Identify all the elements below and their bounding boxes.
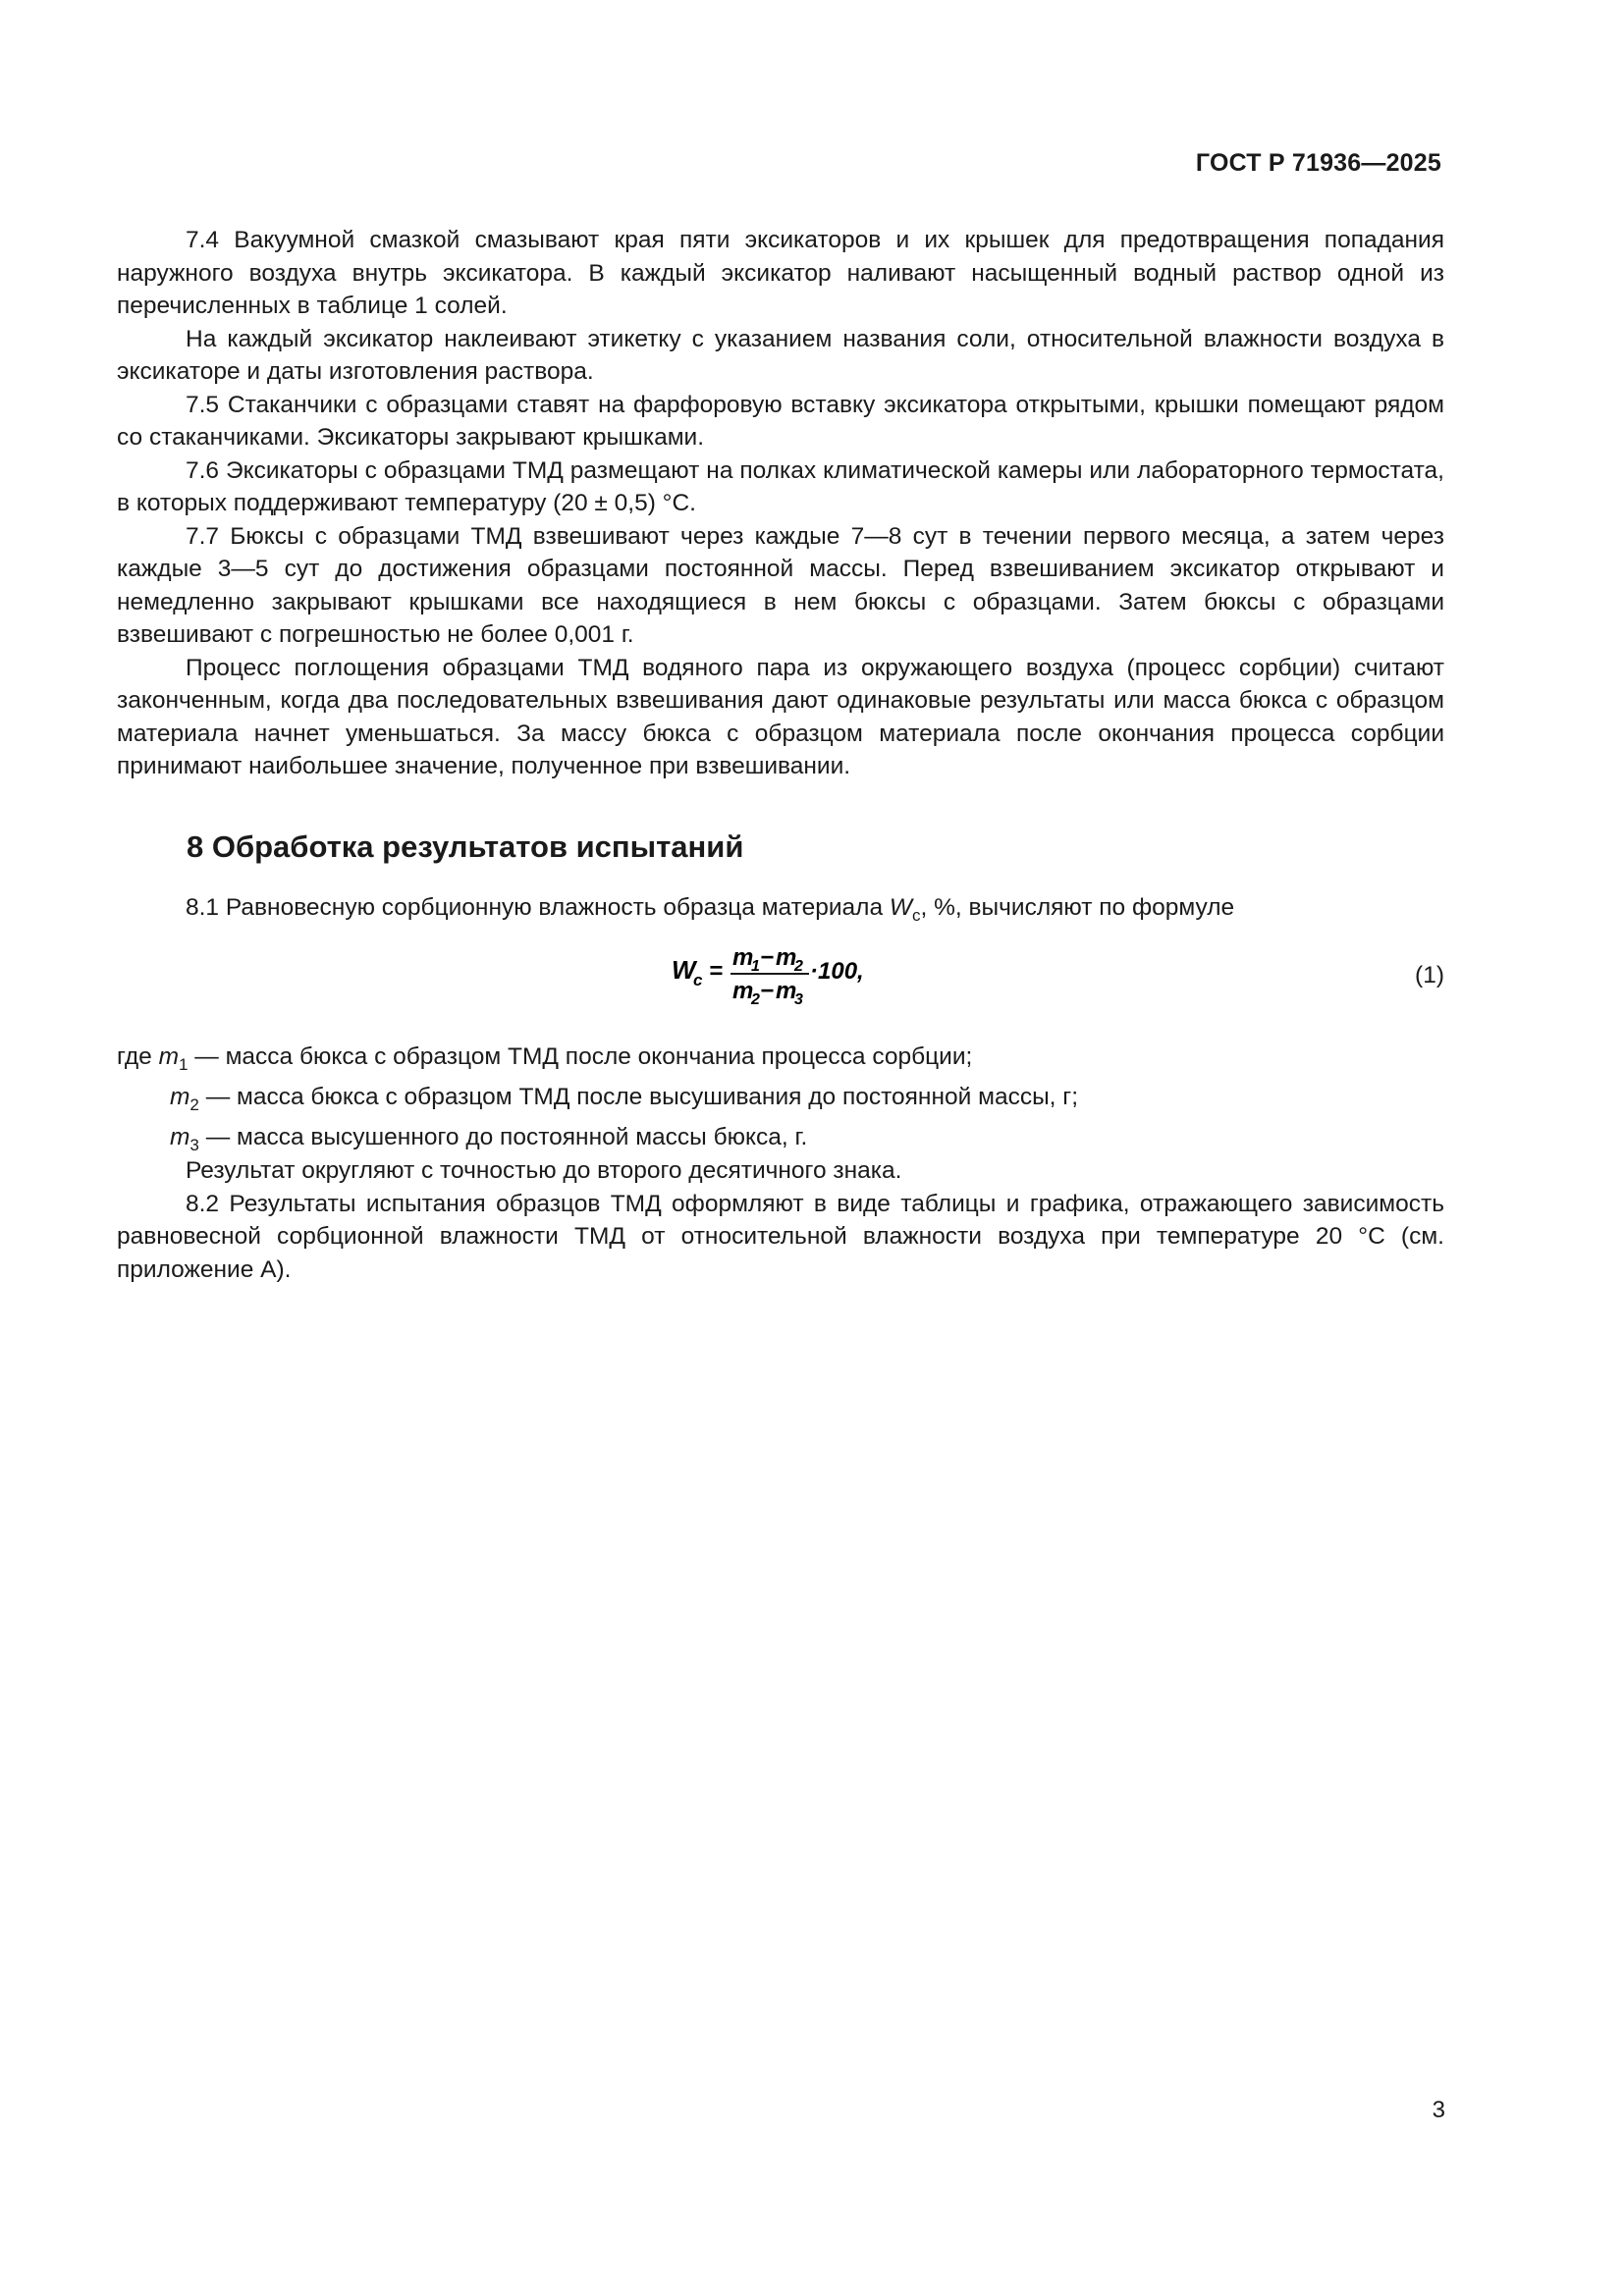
paragraph-8-1-variable-subscript: c <box>912 906 921 925</box>
paragraph-7-5: 7.5 Стаканчики с образцами ставят на фарфоровую вставку эксикатора открытыми, крышки помещают рядом со стаканчиками. Эксикаторы закрывают крышками. <box>117 391 1444 451</box>
legend-text: — масса высушенного до постоянной массы бюкса, г. <box>198 1124 808 1150</box>
legend-m1 <box>117 1041 1444 1081</box>
paragraph-7-6: 7.6 Эксикаторы с образцами ТМД размещают на полках климатической камеры или лабораторного термостата, в которых поддерживают температуру (20 ± 0,5) °С. <box>117 456 1444 516</box>
formula-num-var2: m <box>776 944 797 971</box>
paragraph-rounding: Результат округляют с точностью до второго десятичного знака. <box>186 1157 902 1184</box>
paragraph-7-7: 7.7 Бюксы с образцами ТМД взвешивают через каждые 7—8 сут в течении первого месяца, а затем через каждые 3—5 сут до достижения образцами постоянной массы. Перед взвешиванием эксикатор открывают и немедленно закрывают крышками все находящиеся в нем бюксы с образцами. Затем бюксы с образцами взвешивают с погрешностью не более 0,001 г. <box>117 522 1444 648</box>
formula-number: (1) <box>1415 962 1444 988</box>
formula-num-sub2: 2 <box>794 958 803 975</box>
section-7-text <box>117 224 1444 783</box>
formula-num-op: − <box>760 944 775 971</box>
formula-lhs-var: W <box>672 955 696 985</box>
legend-sub: 1 <box>179 1055 189 1074</box>
sorption-moisture-formula <box>672 937 907 1008</box>
standard-header: ГОСТ Р 71936—2025 <box>1195 149 1441 177</box>
legend-sub: 3 <box>189 1136 199 1154</box>
paragraph-8-2: 8.2 Результаты испытания образцов ТМД оформляют в виде таблицы и графика, отражающего зависимость равновесной сорбционной влажности ТМД от относительной влажности воздуха при температуре 20 °С (см. приложение А). <box>117 1190 1444 1283</box>
formula-num-sub1: 1 <box>751 958 760 975</box>
paragraph-7-4: 7.4 Вакуумной смазкой смазывают края пяти эксикаторов и их крышек для предотвращения попадания наружного воздуха внутрь эксикатора. В каждый эксикатор наливают насыщенный водный раствор одной из перечисленных в таблице 1 солей. <box>117 227 1444 319</box>
section-8-tail-text <box>117 1154 1444 1286</box>
page-number: 3 <box>1432 2097 1445 2123</box>
section-8-title: 8 Обработка результатов испытаний <box>187 829 744 864</box>
formula-factor: ·100, <box>810 958 864 985</box>
paragraph-8-1-variable: W <box>889 894 913 921</box>
legend-text: — масса бюкса с образцом ТМД после высушивания до постоянной массы, г; <box>198 1084 1079 1110</box>
formula-den-sub1: 2 <box>751 991 760 1008</box>
legend-prefix: где <box>117 1043 159 1070</box>
formula-den-sub2: 3 <box>794 991 803 1008</box>
legend-var: m <box>158 1043 179 1070</box>
paragraph-8-1-end: , %, вычисляют по формуле <box>920 894 1235 921</box>
formula-den-var2: m <box>776 978 797 1004</box>
legend-var: m <box>170 1084 190 1110</box>
formula-equals: = <box>709 958 724 985</box>
formula-lhs-sub: c <box>693 971 703 989</box>
formula-den-var1: m <box>732 978 754 1004</box>
legend-text: — масса бюкса с образцом ТМД после окончаниа процесса сорбции; <box>188 1043 973 1070</box>
formula-legend <box>117 1041 1444 1161</box>
paragraph-sorption-process: Процесс поглощения образцами ТМД водяного пара из окружающего воздуха (процесс сорбции) считают законченным, когда два последовательных взвешивания дают одинаковые результаты или масса бюкса с образцом материала начнет уменьшаться. За массу бюкса с образцом материала после окончания процесса сорбции принимают наибольшее значение, полученное при взвешивании. <box>117 654 1444 779</box>
paragraph-8-1-start: 8.1 Равновесную сорбционную влажность образца материала <box>186 894 890 921</box>
paragraph-8-1 <box>186 891 1234 932</box>
formula-den-op: − <box>760 978 775 1004</box>
formula-num-var1: m <box>732 944 754 971</box>
legend-var: m <box>170 1124 190 1150</box>
legend-sub: 2 <box>189 1095 199 1114</box>
paragraph-7-4-label: На каждый эксикатор наклеивают этикетку с указанием названия соли, относительной влажности воздуха в эксикаторе и даты изготовления раствора. <box>117 325 1444 385</box>
legend-m2 <box>117 1081 1444 1121</box>
